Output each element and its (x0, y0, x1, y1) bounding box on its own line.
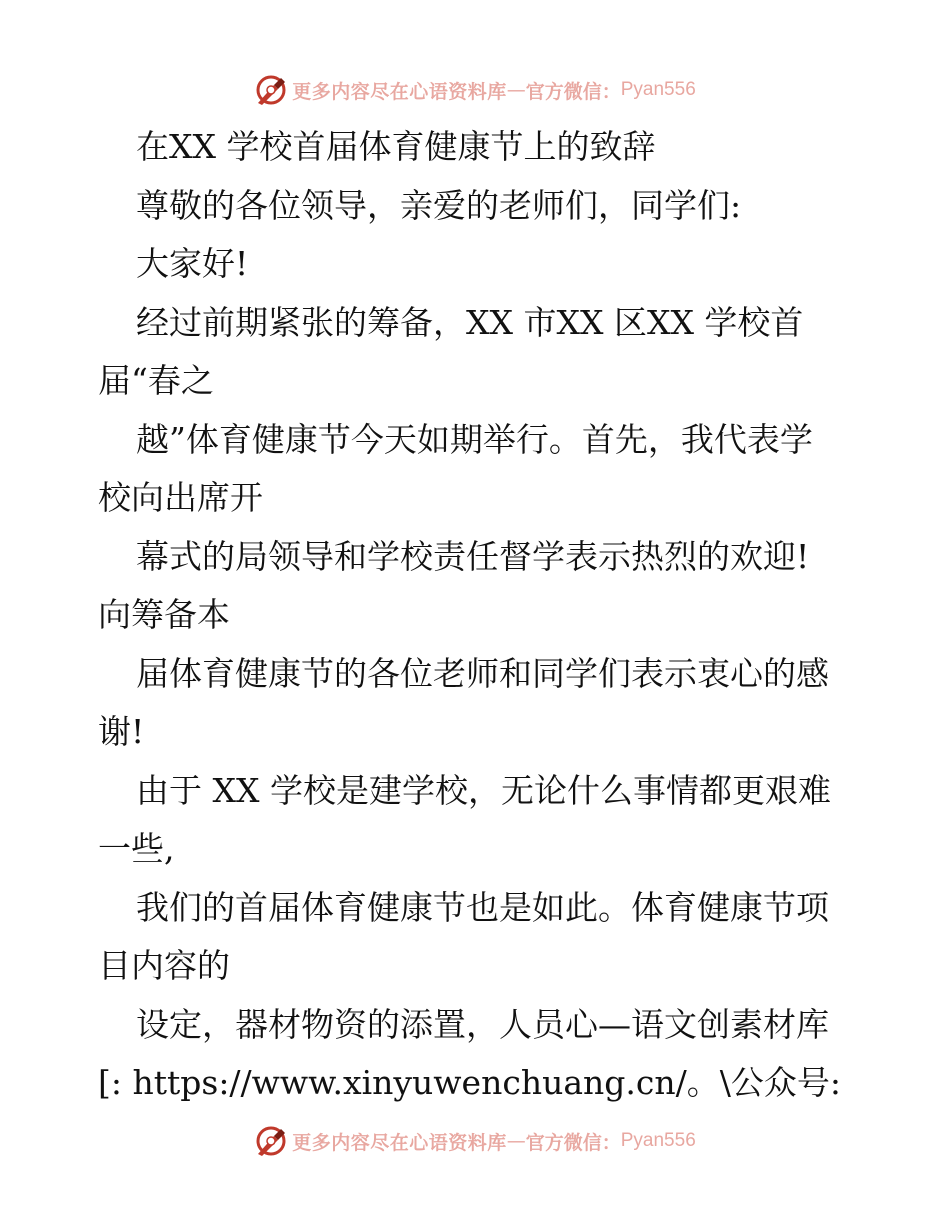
header-brand-text: 更多内容尽在心语资料库 (292, 80, 507, 103)
header-separator: — (506, 79, 526, 101)
footer-wechat-label: 官方微信： (525, 1131, 621, 1154)
paragraph-line: 由于 XX 学校是建学校，无论什么事情都更艰难 (136, 770, 831, 810)
footer-brand-text: 更多内容尽在心语资料库 (292, 1131, 507, 1154)
paragraph-line: 向筹备本 (98, 595, 230, 634)
paragraph-line: 越”体育健康节今天如期举行。首先，我代表学 (136, 419, 813, 459)
paragraph-line: 经过前期紧张的筹备，XX 市XX 区XX 学校首 (136, 302, 804, 342)
header-wechat-id: Pyan556 (620, 79, 696, 100)
paragraph-line: 目内容的 (98, 946, 230, 985)
paragraph-line-url: [: https://www.xinyuwenchuang.cn/。\公众号: (98, 1063, 841, 1102)
greeting-line: 大家好! (136, 244, 249, 283)
pen-circle-logo-icon (254, 1124, 288, 1158)
header-wechat-label: 官方微信： (525, 80, 621, 103)
footer-watermark-banner (0, 1121, 950, 1161)
salutation-line: 尊敬的各位领导，亲爱的老师们，同学们: (136, 185, 742, 225)
paragraph-line: 幕式的局领导和学校责任督学表示热烈的欢迎! (136, 536, 810, 576)
paragraph-line: 校向出席开 (98, 478, 263, 517)
paragraph-line: 一些, (98, 829, 175, 868)
paragraph-line: 届“春之 (98, 361, 214, 400)
footer-wechat-id: Pyan556 (620, 1130, 696, 1151)
header-watermark-banner (0, 70, 950, 110)
paragraph-line: 我们的首届体育健康节也是如此。体育健康节项 (136, 887, 829, 927)
footer-separator: — (506, 1130, 526, 1152)
paragraph-line: 届体育健康节的各位老师和同学们表示衷心的感 (136, 653, 829, 693)
document-body (98, 118, 858, 1113)
pen-circle-logo-icon (254, 73, 288, 107)
paragraph-line: 谢! (98, 712, 145, 751)
document-title: 在XX 学校首届体育健康节上的致辞 (136, 127, 656, 166)
paragraph-line: 设定，器材物资的添置，人员心—语文创素材库 (136, 1004, 829, 1044)
